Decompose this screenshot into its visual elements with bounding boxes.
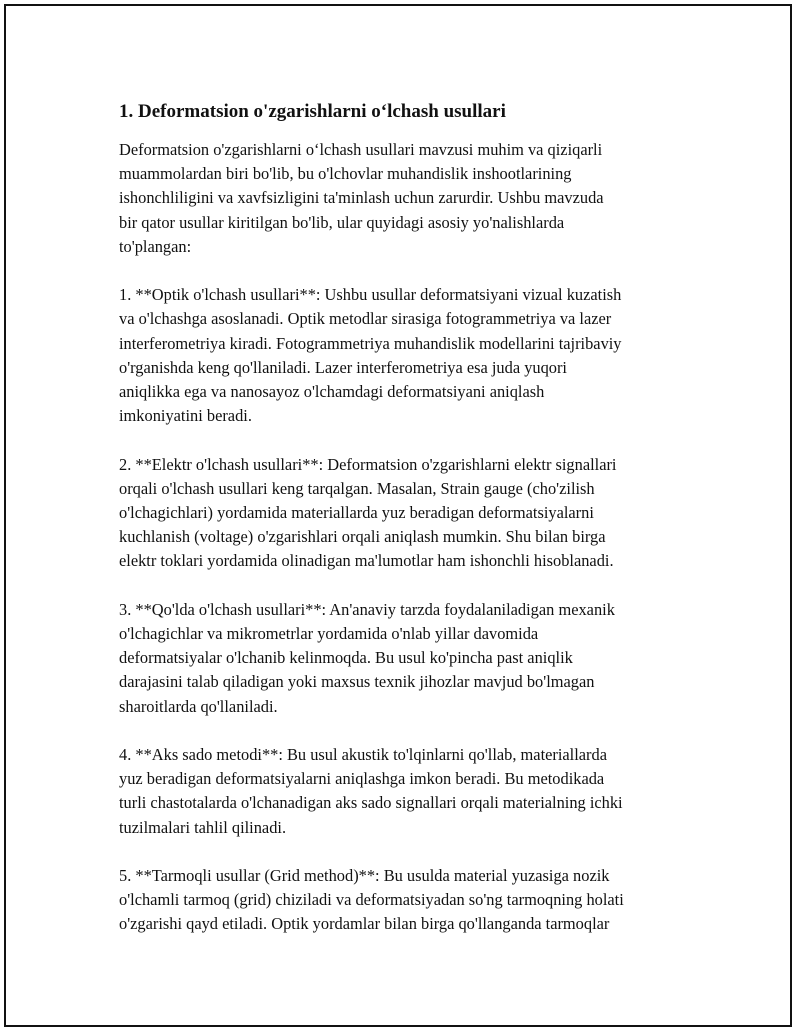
document-content	[119, 99, 689, 961]
echo-method-paragraph: 4. **Aks sado metodi**: Bu usul akustik to'lqinlarni qo'llab, materiallarda yuz beradigan deformatsiyalarni aniqlashga imkon beradi. Bu metodikada turli chastotalarda o'lchanadigan aks sado signallari orqali materialning ichki tuzilmalari tahlil qilinadi.	[119, 745, 623, 837]
page-frame	[4, 4, 792, 1027]
electrical-methods-paragraph: 2. **Elektr o'lchash usullari**: Deformatsion o'zgarishlarni elektr signallari orqali o'lchash usullari keng tarqalgan. Masalan, Strain gauge (cho'zilish o'lchagichlari) yordamida materiallarda yuz beradigan deformatsiyalarni kuchlanish (voltage) o'zgarishlari orqali aniqlash mumkin. Shu bilan birga elektr toklari yordamida olinadigan ma'lumotlar ham ishonchli hisoblanadi.	[119, 454, 617, 571]
document-title: 1. Deformatsion o'zgarishlarni o‘lchash usullari	[119, 101, 506, 122]
optical-methods-paragraph: 1. **Optik o'lchash usullari**: Ushbu usullar deformatsiyani vizual kuzatish va o'lchashga asoslanadi. Optik metodlar sirasiga fotogrammetriya va lazer interferometriya kiradi. Fotogrammetriya muhandislik modellarini tajribaviy o'rganishda keng qo'llaniladi. Lazer interferometriya esa juda yuqori aniqlikka ega va nanosayoz o'lchamdagi deformatsiyani aniqlash imkoniyatini beradi.	[119, 285, 622, 426]
manual-methods-paragraph: 3. **Qo'lda o'lchash usullari**: An'anaviy tarzda foydalaniladigan mexanik o'lchagichlar va mikrometrlar yordamida o'nlab yillar davomida deformatsiyalar o'lchanib kelinmoqda. Bu usul ko'pincha past aniqlik darajasini talab qiladigan yoki maxsus texnik jihozlar mavjud bo'lmagan sharoitlarda qo'llaniladi.	[119, 599, 615, 716]
intro-paragraph: Deformatsion o'zgarishlarni o‘lchash usullari mavzusi muhim va qiziqarli muammolardan biri bo'lib, bu o'lchovlar muhandislik inshootlarining ishonchliligini va xavfsizligini ta'minlash uchun zarurdir. Ushbu mavzuda bir qator usullar kiritilgan bo'lib, ular quyidagi asosiy yo'nalishlarda to'plangan:	[119, 140, 604, 256]
grid-method-paragraph: 5. **Tarmoqli usullar (Grid method)**: Bu usulda material yuzasiga nozik o'lchamli tarmoq (grid) chiziladi va deformatsiyadan so'ng tarmoqning holati o'zgarishi qayd etiladi. Optik yordamlar bilan birga qo'llanganda tarmoqlar	[119, 866, 624, 934]
